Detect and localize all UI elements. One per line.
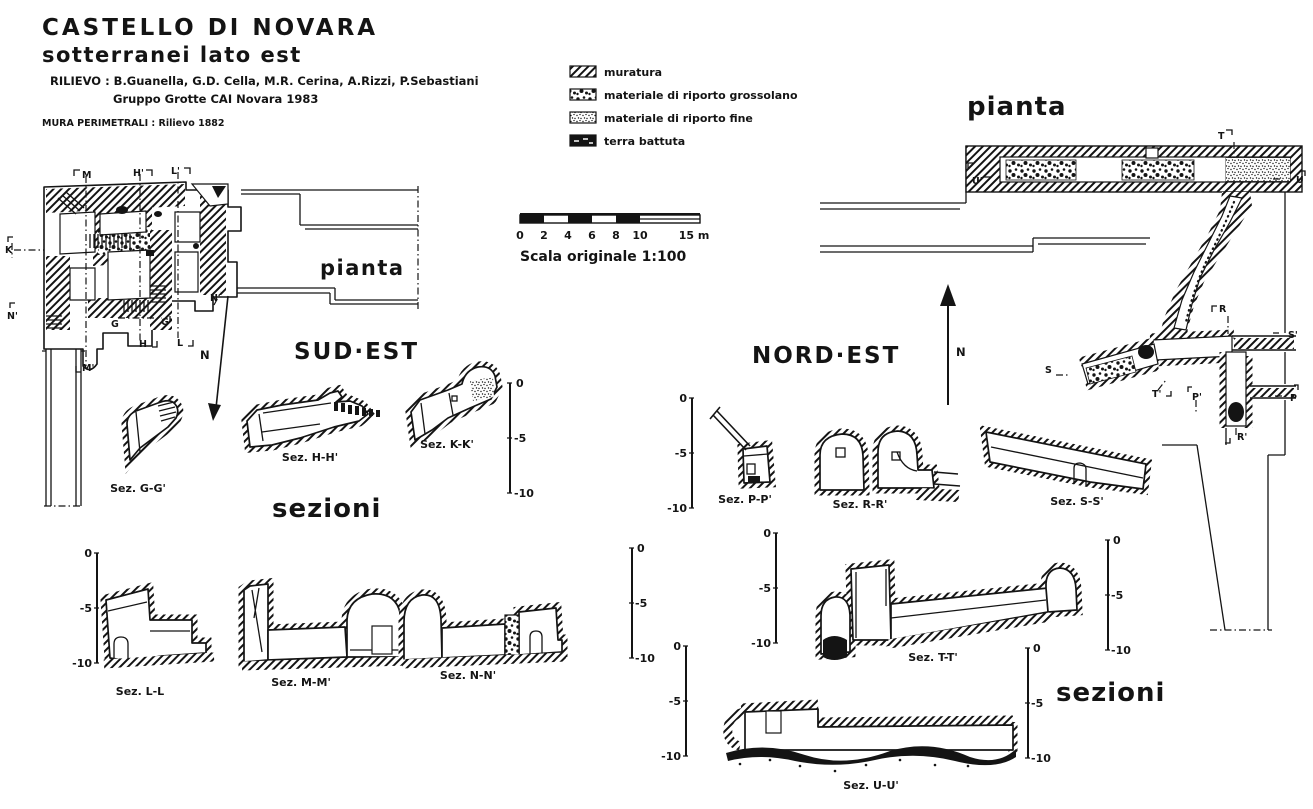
plan-marker: R': [1237, 432, 1248, 443]
corridor-niche: [1146, 148, 1158, 158]
legend-label: materiale di riporto grossolano: [604, 89, 798, 102]
svg-text:-10: -10: [667, 502, 687, 515]
plan-marker: P': [1192, 392, 1202, 403]
section-label: Sez. R-R': [832, 498, 888, 511]
svg-text:-5: -5: [1031, 697, 1044, 710]
depth-scale-uu-right: [1025, 642, 1051, 765]
heading-pianta-right: pianta: [967, 92, 1067, 122]
svg-text:-10: -10: [514, 487, 534, 500]
section-label: Sez. S-S': [1050, 495, 1104, 508]
plan-marker: G: [111, 319, 119, 330]
legend-label: muratura: [604, 66, 663, 79]
castle-room: [175, 252, 198, 292]
svg-text:-10: -10: [1111, 644, 1131, 657]
legend: [570, 66, 798, 148]
scale-tick: 15 m: [678, 229, 710, 242]
section-label: Sez. L-L: [115, 685, 165, 698]
scale-tick: 10: [632, 229, 648, 242]
page-title: CASTELLO DI NOVARA: [42, 15, 379, 41]
section-g-g: [110, 401, 178, 495]
svg-text:-10: -10: [72, 657, 92, 670]
svg-text:0: 0: [1113, 534, 1121, 547]
section-l-l: [104, 589, 214, 698]
page-subtitle: sotterranei lato est: [42, 43, 302, 67]
svg-text:-5: -5: [668, 695, 681, 708]
castle-room: [70, 268, 95, 300]
scale-tick: 6: [588, 229, 596, 242]
section-label: Sez. M-M': [271, 676, 331, 689]
stairs: [124, 300, 148, 312]
castle-room: [108, 250, 150, 300]
section-label: Sez. U-U': [843, 779, 899, 792]
plan-marker: H: [139, 339, 147, 350]
plan-marker: L': [171, 166, 180, 177]
plan-marker: R: [1219, 304, 1227, 315]
plan-left: [5, 166, 418, 506]
section-u-u: [726, 704, 1016, 792]
plan-right: [820, 130, 1305, 630]
heading-sezioni-left: sezioni: [272, 494, 382, 524]
section-label: Sez. K-K': [420, 438, 474, 451]
svg-text:-5: -5: [514, 432, 527, 445]
legend-swatch-riporto-fine: [570, 112, 596, 123]
plan-marker: T': [1152, 389, 1162, 400]
legend-label: materiale di riporto fine: [604, 112, 753, 125]
section-m-m: [242, 584, 406, 689]
svg-text:-5: -5: [758, 582, 771, 595]
svg-text:-5: -5: [635, 597, 648, 610]
scale-caption: Scala originale 1:100: [520, 249, 687, 265]
north-arrow-left: [200, 296, 228, 421]
depth-scale-uu-left: [661, 640, 688, 763]
plan-marker: U: [1296, 175, 1304, 186]
survey-group: Gruppo Grotte CAI Novara 1983: [113, 92, 319, 106]
svg-text:-10: -10: [751, 637, 771, 650]
legend-swatch-riporto-grossolano: [570, 89, 596, 100]
svg-text:-10: -10: [1031, 752, 1051, 765]
legend-label: terra battuta: [604, 135, 686, 148]
plan-marker: P: [1290, 393, 1297, 404]
outline-wall: [820, 146, 966, 209]
north-label: N: [200, 348, 210, 362]
section-r-r: [820, 431, 960, 511]
scale-tick: 8: [612, 229, 620, 242]
legend-swatch-terra-battuta: [570, 135, 596, 146]
perimeter-wall-bottom: [237, 288, 418, 304]
heading-sezioni-right: sezioni: [1056, 678, 1166, 708]
section-label: Sez. G-G': [110, 482, 166, 495]
svg-text:0: 0: [1033, 642, 1041, 655]
plan-marker: G': [161, 317, 172, 328]
svg-text:0: 0: [84, 547, 92, 560]
section-p-p: [710, 407, 772, 506]
plan-marker: S': [1288, 330, 1298, 341]
depth-scale-pp: [667, 392, 694, 515]
section-s-s: [986, 432, 1146, 508]
plan-marker: N: [210, 293, 218, 304]
plan-marker: M: [82, 170, 92, 181]
heading-nord-est: NORD·EST: [752, 343, 901, 369]
castle-room: [100, 211, 146, 235]
title-block: [42, 15, 479, 129]
svg-text:-10: -10: [661, 750, 681, 763]
depth-scale-tt-right: [1105, 534, 1131, 657]
svg-text:0: 0: [679, 392, 687, 405]
plan-marker: T: [1218, 131, 1225, 142]
plan-marker: K: [5, 245, 13, 256]
depth-scale-ll: [72, 547, 99, 670]
plan-marker: M': [82, 363, 95, 374]
section-n-n: [402, 595, 566, 682]
perimeter-wall-top: [241, 190, 418, 229]
heading-pianta-left: pianta: [320, 256, 405, 280]
legend-swatch-muratura: [570, 66, 596, 77]
svg-text:-5: -5: [79, 602, 92, 615]
svg-text:0: 0: [637, 542, 645, 555]
castle-room: [175, 212, 200, 242]
section-h-h: [247, 391, 380, 464]
plan-marker: S: [1045, 365, 1052, 376]
fill-fine: [1226, 158, 1290, 181]
plan-marker: L: [177, 338, 184, 349]
plan-marker: N': [7, 311, 18, 322]
scale-tick: 2: [540, 229, 548, 242]
section-k-k: [411, 367, 497, 451]
snake-passage-interior: [1174, 196, 1242, 330]
survey-credits: RILIEVO : B.Guanella, G.D. Cella, M.R. Cerina, A.Rizzi, P.Sebastiani: [50, 74, 479, 88]
north-label: N: [956, 345, 966, 359]
svg-text:-5: -5: [1111, 589, 1124, 602]
outline-wall: [820, 238, 1150, 252]
section-label: Sez. T-T': [908, 651, 958, 664]
depth-scale-kk: [507, 377, 534, 500]
scale-tick: 4: [564, 229, 572, 242]
svg-text:0: 0: [673, 640, 681, 653]
depth-scale-tt-left: [751, 527, 778, 650]
svg-text:0: 0: [516, 377, 524, 390]
scale-bar: [516, 214, 709, 265]
north-arrow-right: [940, 284, 966, 405]
scale-tick: 0: [516, 229, 524, 242]
heading-sud-est: SUD·EST: [294, 339, 420, 365]
fill-coarse: [1006, 160, 1076, 180]
plan-marker: U': [972, 176, 983, 187]
depth-scale-nn: [629, 542, 655, 665]
plan-marker: H': [133, 168, 144, 179]
walls-note: MURA PERIMETRALI : Rilievo 1882: [42, 118, 225, 129]
section-label: Sez. P-P': [718, 493, 772, 506]
svg-text:-5: -5: [674, 447, 687, 460]
section-label: Sez. H-H': [281, 451, 339, 464]
svg-text:-10: -10: [635, 652, 655, 665]
fill-coarse: [1122, 160, 1194, 180]
section-label: Sez. N-N': [439, 669, 497, 682]
svg-text:0: 0: [763, 527, 771, 540]
